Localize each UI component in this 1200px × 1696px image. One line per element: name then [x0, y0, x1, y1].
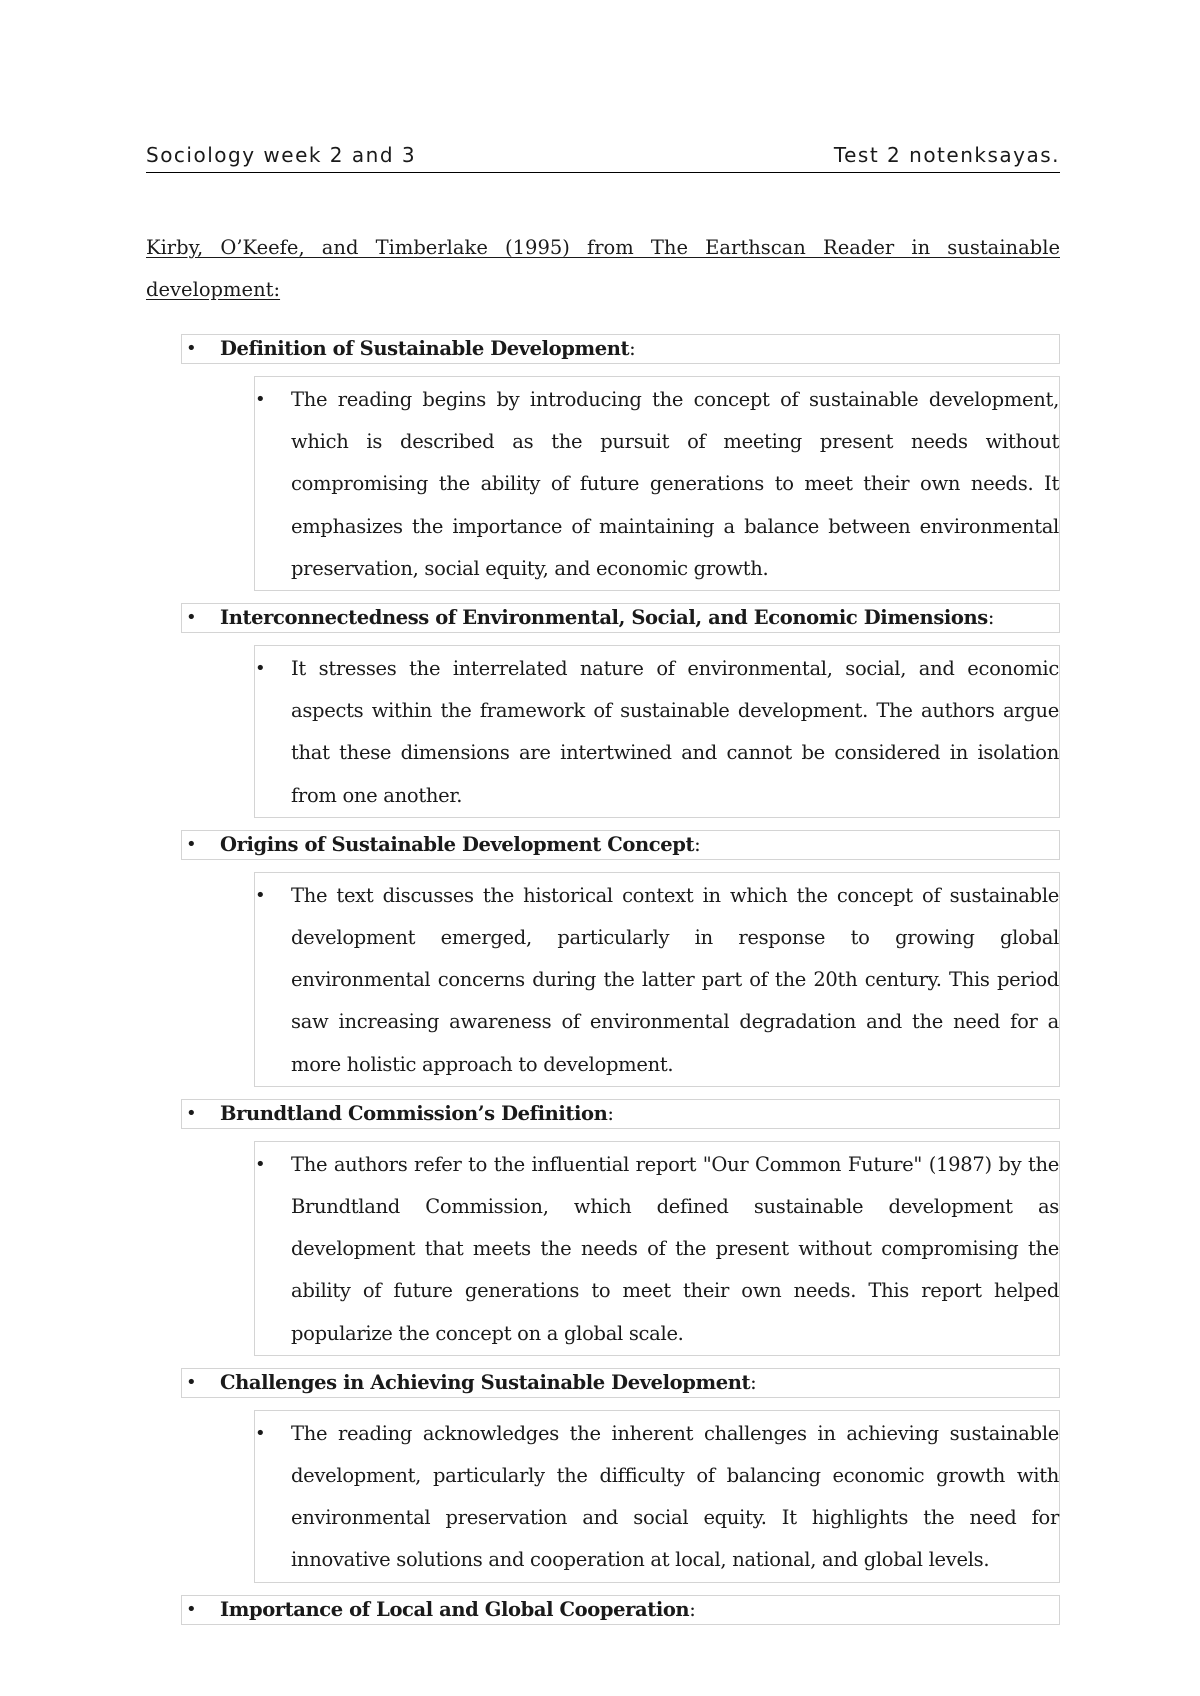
bullet-icon: • [186, 607, 197, 629]
section-heading: Definition of Sustainable Development: [220, 337, 636, 360]
list-item [181, 830, 1060, 1087]
bullet-icon: • [255, 1153, 266, 1175]
sub-point [254, 645, 1060, 818]
list-item [181, 1595, 1060, 1625]
bullet-icon: • [186, 1102, 197, 1124]
heading-row [181, 830, 1060, 860]
section-heading: Interconnectedness of Environmental, Social, and Economic Dimensions: [220, 606, 995, 630]
section-text: The text discusses the historical context in which the concept of sustainable development emerged, particularly in response to growing global environmental concerns during the latter part of the 20th century. This period saw increasing awareness of environmental degradation and the need for a more holistic approach to development. [291, 883, 1059, 1076]
heading-row [181, 1099, 1060, 1129]
sub-point [254, 1141, 1060, 1356]
course-title: Sociology week 2 and 3 [146, 143, 417, 167]
heading-row [181, 1595, 1060, 1625]
bullet-icon: • [186, 1598, 197, 1620]
bullet-icon: • [186, 338, 197, 359]
sub-point [254, 376, 1060, 591]
section-text: It stresses the interrelated nature of environmental, social, and economic aspects within the framework of sustainable development. The authors argue that these dimensions are intertwined and cannot be considered in isolation from one another. [291, 657, 1059, 807]
bullet-icon: • [255, 389, 266, 410]
notes-list [181, 334, 1060, 1637]
sub-point [254, 1410, 1060, 1583]
section-text: The authors refer to the influential report "Our Common Future" (1987) by the Brundtland Commission, which defined sustainable development as development that meets the needs of the present without compromising the ability of future generations to meet their own needs. This report helped popularize the concept on a global scale. [291, 1152, 1059, 1345]
bullet-icon: • [255, 884, 266, 906]
test-title: Test 2 notenksayas. [833, 143, 1060, 167]
list-item [181, 1368, 1060, 1583]
bullet-icon: • [186, 1371, 197, 1393]
list-item [181, 603, 1060, 818]
section-text: The reading acknowledges the inherent challenges in achieving sustainable development, particularly the difficulty of balancing economic growth with environmental preservation and social equity. It highlights the need for innovative solutions and cooperation at local, national, and global levels. [291, 1421, 1059, 1572]
sub-point [254, 872, 1060, 1087]
section-heading: Brundtland Commission’s Definition: [220, 1101, 614, 1125]
section-heading: Origins of Sustainable Development Concept: [220, 832, 701, 856]
list-item [181, 1099, 1060, 1356]
page-header [146, 140, 1060, 173]
source-citation: Kirby, O’Keefe, and Timberlake (1995) from The Earthscan Reader in sustainable development: [146, 236, 1060, 301]
section-text: The reading begins by introducing the concept of sustainable development, which is described as the pursuit of meeting present needs without compromising the ability of future generations to meet their own needs. It emphasizes the importance of maintaining a balance between environmental preservation, social equity, and economic growth. [291, 388, 1059, 580]
bullet-icon: • [186, 833, 197, 855]
heading-row [181, 334, 1060, 364]
list-item [181, 334, 1060, 591]
section-heading: Importance of Local and Global Cooperation: [220, 1597, 696, 1621]
heading-row [181, 1368, 1060, 1398]
bullet-icon: • [255, 1422, 266, 1444]
section-heading: Challenges in Achieving Sustainable Development: [220, 1370, 757, 1394]
heading-row [181, 603, 1060, 633]
bullet-icon: • [255, 658, 266, 680]
